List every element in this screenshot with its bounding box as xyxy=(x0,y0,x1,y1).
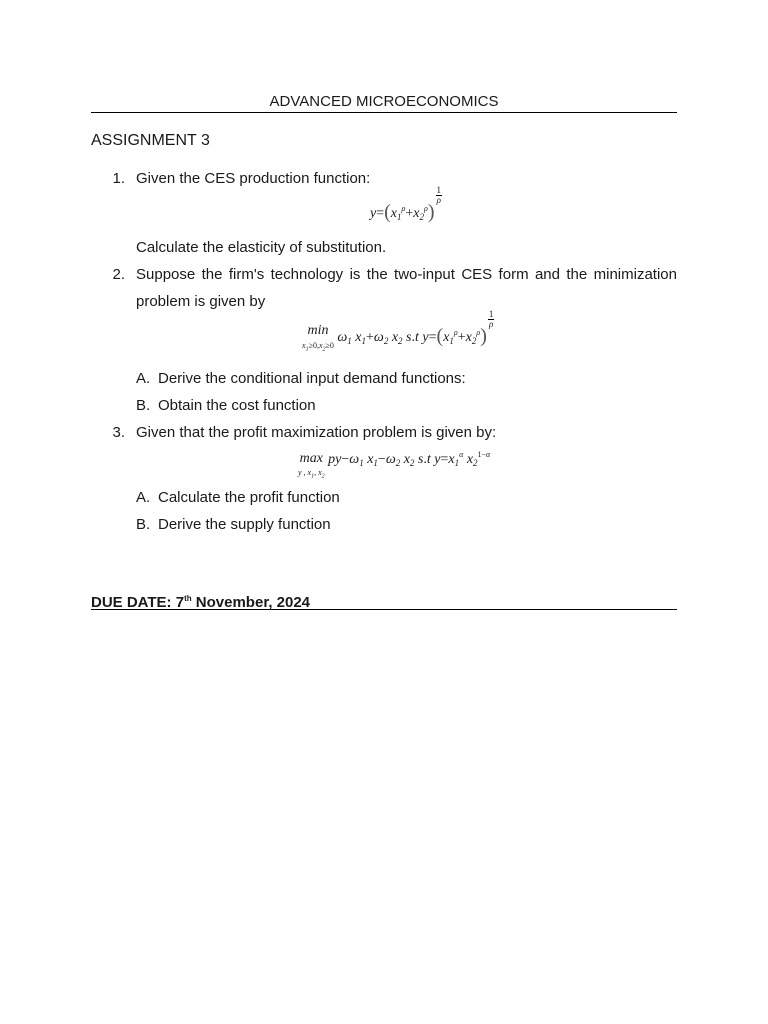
question-3-text: Given that the profit maximization problem is given by: xyxy=(136,424,497,441)
due-date-rest: November, 2024 xyxy=(191,594,311,611)
question-3-part-a-text: Calculate the profit function xyxy=(158,489,340,506)
question-2-equation: min $x_1\ge 0,x_2\ge 0$ $\omega_1$ $x_1+\omega_2$ $x_2$ s.t $y=(x_1^\rho+x_2^\rho)$ $\frac{1}{\rho}$ xyxy=(302,309,494,353)
question-2-part-a-text: Derive the conditional input demand functions: xyxy=(158,370,466,387)
question-1-number: 1. xyxy=(112,170,125,187)
document-title: ADVANCED MICROECONOMICS xyxy=(91,93,677,113)
question-1-text: Given the CES production function: xyxy=(136,170,371,187)
question-3-part-b-text: Derive the supply function xyxy=(158,516,331,533)
question-2-part-a-letter: A. xyxy=(136,370,151,387)
question-2-number: 2. xyxy=(112,266,125,283)
question-3-equation: max y , $x_1$, $x_2$ $py-\omega_1$ $x_1-\omega_2$ $x_2$ s.t $y=x_1^\alpha$ $x_2^{1-\alpha}$ xyxy=(298,450,491,480)
question-2-text-line2: problem is given by xyxy=(136,293,266,310)
question-1-followup: Calculate the elasticity of substitution. xyxy=(136,239,387,256)
due-date-ordinal: th xyxy=(184,594,192,603)
question-2-text-line1: Suppose the firm's technology is the two-input CES form and the minimization xyxy=(136,266,677,283)
question-3-part-b-letter: B. xyxy=(136,516,151,533)
due-date-label: DUE DATE: 7 xyxy=(91,594,185,611)
question-3-part-a-letter: A. xyxy=(136,489,151,506)
assignment-label: ASSIGNMENT 3 xyxy=(91,132,210,149)
question-2-part-b-text: Obtain the cost function xyxy=(158,397,316,414)
question-2-part-b-letter: B. xyxy=(136,397,151,414)
due-date-underline xyxy=(91,609,677,610)
question-1-equation: $y=(x_1^\rho+x_2^\rho)$ $\frac{1}{\rho}$ xyxy=(370,185,441,223)
question-3-number: 3. xyxy=(112,424,125,441)
